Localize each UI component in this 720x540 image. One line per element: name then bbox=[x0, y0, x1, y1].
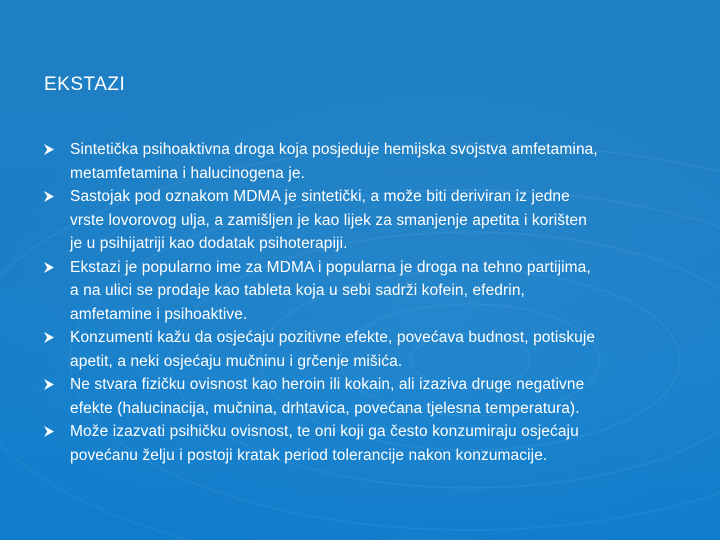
bullet-line: Može izazvati psihičku ovisnost, te oni koji ga često konzumiraju osjećaju bbox=[70, 423, 579, 440]
arrowhead-bullet-icon bbox=[43, 261, 55, 274]
arrowhead-bullet-icon bbox=[43, 425, 55, 438]
bullet-item bbox=[0, 185, 690, 256]
bullet-item bbox=[0, 256, 690, 327]
bullet-list bbox=[0, 138, 720, 467]
arrowhead-bullet-icon bbox=[43, 190, 55, 203]
bullet-line: povećanu želju i postoji kratak period tolerancije nakon konzumacije. bbox=[70, 446, 548, 464]
bullet-line: apetit, a neki osjećaju mučninu i grčenje mišića. bbox=[70, 352, 403, 370]
bullet-item bbox=[0, 373, 690, 420]
bullet-item bbox=[0, 420, 690, 467]
bullet-line: metamfetamina i halucinogena je. bbox=[70, 164, 305, 182]
bullet-line: Ekstazi je popularno ime za MDMA i popularna je droga na tehno partijima, bbox=[70, 258, 591, 276]
bullet-line: efekte (halucinacija, mučnina, drhtavica, povećana tjelesna temperatura). bbox=[70, 399, 580, 417]
bullet-line: amfetamine i psihoaktive. bbox=[70, 305, 248, 323]
arrowhead-bullet-icon bbox=[43, 331, 55, 344]
arrowhead-bullet-icon bbox=[43, 378, 55, 391]
arrowhead-bullet-icon bbox=[43, 143, 55, 156]
bullet-item bbox=[0, 138, 690, 185]
bullet-line: Sastojak pod oznakom MDMA je sintetički, a može biti deriviran iz jedne bbox=[70, 188, 570, 205]
bullet-line: Ne stvara fizičku ovisnost kao heroin ili kokain, ali izaziva druge negativne bbox=[70, 376, 585, 393]
bullet-line: a na ulici se prodaje kao tableta koja u sebi sadrži kofein, efedrin, bbox=[70, 282, 525, 299]
slide-title: EKSTAZI bbox=[44, 74, 126, 95]
bullet-line: Konzumenti kažu da osjećaju pozitivne efekte, povećava budnost, potiskuje bbox=[70, 329, 596, 346]
bullet-item bbox=[0, 326, 690, 373]
bullet-line: vrste lovorovog ulja, a zamišljen je kao lijek za smanjenje apetita i korišten bbox=[70, 211, 587, 229]
bullet-line: Sintetička psihoaktivna droga koja posjeduje hemijska svojstva amfetamina, bbox=[70, 141, 598, 158]
bullet-line: je u psihijatriji kao dodatak psihoterapiji. bbox=[70, 235, 348, 252]
